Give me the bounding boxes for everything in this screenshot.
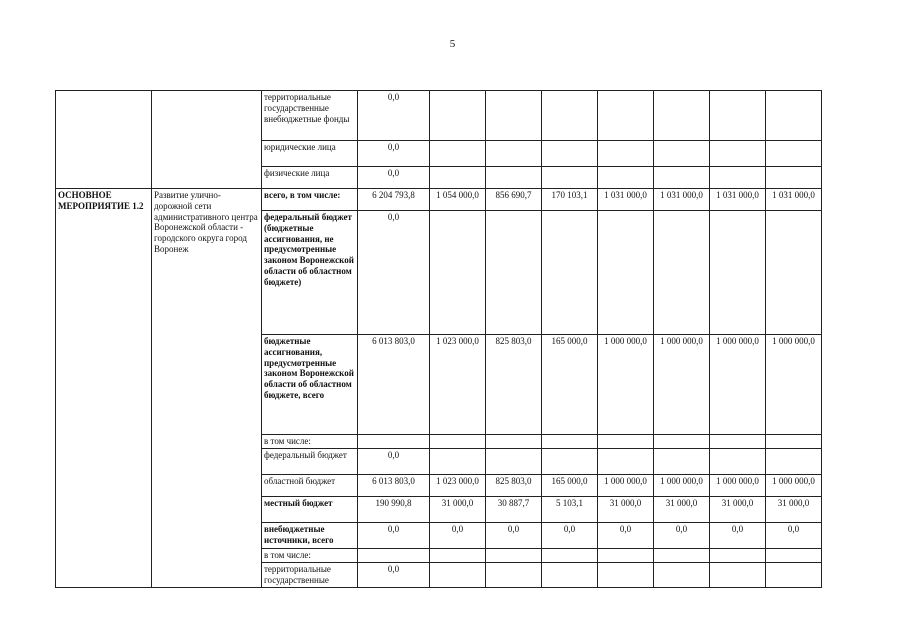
value-cell [598, 449, 654, 475]
value-cell [766, 435, 822, 449]
row-label: в том числе: [262, 549, 358, 563]
value-cell [430, 563, 486, 588]
value-cell: 825 803,0 [486, 335, 542, 435]
value-cell: 1 031 000,0 [766, 189, 822, 211]
measure-description: Развитие улично-дорожной сети административного центра Воронежской области - городского округа город Воронеж [152, 189, 262, 588]
value-cell: 6 013 803,0 [358, 475, 430, 497]
row-label: областной бюджет [262, 475, 358, 497]
value-cell [654, 449, 710, 475]
value-cell: 0,0 [598, 523, 654, 549]
value-cell: 1 023 000,0 [430, 475, 486, 497]
value-cell: 0,0 [358, 563, 430, 588]
value-cell: 0,0 [358, 91, 430, 141]
value-cell: 6 204 793,8 [358, 189, 430, 211]
value-cell [486, 449, 542, 475]
value-cell [766, 167, 822, 189]
value-cell [486, 141, 542, 167]
row-label: территориальные государственные внебюджетные фонды [262, 91, 358, 141]
value-cell: 1 000 000,0 [654, 335, 710, 435]
value-cell [486, 167, 542, 189]
value-cell: 31 000,0 [766, 497, 822, 523]
table-row [56, 189, 822, 211]
value-cell [486, 211, 542, 335]
value-cell [710, 91, 766, 141]
value-cell [766, 211, 822, 335]
value-cell: 0,0 [542, 523, 598, 549]
value-cell [430, 449, 486, 475]
value-cell: 5 103,1 [542, 497, 598, 523]
value-cell [430, 167, 486, 189]
value-cell: 0,0 [358, 141, 430, 167]
value-cell [654, 211, 710, 335]
value-cell [710, 563, 766, 588]
value-cell: 1 000 000,0 [654, 475, 710, 497]
value-cell [542, 449, 598, 475]
value-cell [766, 449, 822, 475]
value-cell [486, 435, 542, 449]
value-cell: 0,0 [654, 523, 710, 549]
row-label: бюджетные ассигнования, предусмотренные законом Воронежской области об областном бюджете, всего [262, 335, 358, 435]
value-cell [542, 141, 598, 167]
value-cell: 31 000,0 [598, 497, 654, 523]
value-cell: 0,0 [710, 523, 766, 549]
value-cell [766, 563, 822, 588]
budget-table [55, 90, 822, 588]
value-cell: 0,0 [430, 523, 486, 549]
row-label: территориальные государственные [262, 563, 358, 588]
value-cell [542, 167, 598, 189]
value-cell [598, 563, 654, 588]
value-cell: 0,0 [358, 449, 430, 475]
row-label: федеральный бюджет [262, 449, 358, 475]
value-cell: 1 000 000,0 [598, 335, 654, 435]
budget-table-body [56, 91, 822, 588]
value-cell: 31 000,0 [654, 497, 710, 523]
value-cell [542, 563, 598, 588]
value-cell [766, 91, 822, 141]
page-number: 5 [449, 38, 456, 50]
row-label: физические лица [262, 167, 358, 189]
value-cell [542, 549, 598, 563]
value-cell: 30 887,7 [486, 497, 542, 523]
value-cell [598, 91, 654, 141]
value-cell: 1 000 000,0 [710, 335, 766, 435]
value-cell [598, 549, 654, 563]
value-cell [710, 167, 766, 189]
value-cell [430, 435, 486, 449]
value-cell: 0,0 [358, 211, 430, 335]
table-row [56, 91, 822, 141]
row-label: юридические лица [262, 141, 358, 167]
description-cell-empty [152, 91, 262, 189]
value-cell [358, 435, 430, 449]
measure-title: ОСНОВНОЕ МЕРОПРИЯТИЕ 1.2 [56, 189, 152, 588]
row-label: в том числе: [262, 435, 358, 449]
value-cell [542, 435, 598, 449]
value-cell [654, 435, 710, 449]
value-cell: 0,0 [766, 523, 822, 549]
value-cell [654, 563, 710, 588]
value-cell: 170 103,1 [542, 189, 598, 211]
value-cell: 165 000,0 [542, 335, 598, 435]
value-cell [654, 91, 710, 141]
value-cell [766, 141, 822, 167]
value-cell: 31 000,0 [710, 497, 766, 523]
row-label: местный бюджет [262, 497, 358, 523]
value-cell: 31 000,0 [430, 497, 486, 523]
value-cell [598, 167, 654, 189]
value-cell [710, 211, 766, 335]
value-cell: 190 990,8 [358, 497, 430, 523]
value-cell [486, 91, 542, 141]
value-cell [710, 141, 766, 167]
measure-cell-empty [56, 91, 152, 189]
value-cell [766, 549, 822, 563]
value-cell: 6 013 803,0 [358, 335, 430, 435]
value-cell: 856 690,7 [486, 189, 542, 211]
value-cell: 1 054 000,0 [430, 189, 486, 211]
value-cell [654, 167, 710, 189]
value-cell [486, 563, 542, 588]
value-cell: 0,0 [358, 167, 430, 189]
value-cell [542, 211, 598, 335]
value-cell: 1 000 000,0 [766, 475, 822, 497]
value-cell: 0,0 [486, 523, 542, 549]
value-cell [654, 141, 710, 167]
value-cell: 1 000 000,0 [710, 475, 766, 497]
value-cell [358, 549, 430, 563]
value-cell: 1 031 000,0 [710, 189, 766, 211]
value-cell [542, 91, 598, 141]
value-cell: 165 000,0 [542, 475, 598, 497]
row-label: всего, в том числе: [262, 189, 358, 211]
value-cell: 825 803,0 [486, 475, 542, 497]
value-cell: 1 031 000,0 [654, 189, 710, 211]
value-cell [598, 141, 654, 167]
value-cell [598, 435, 654, 449]
value-cell [710, 449, 766, 475]
value-cell [430, 211, 486, 335]
value-cell [654, 549, 710, 563]
value-cell [710, 549, 766, 563]
row-label: федеральный бюджет (бюджетные ассигнования, не предусмотренные законом Воронежской области об областном бюджете) [262, 211, 358, 335]
value-cell [430, 549, 486, 563]
value-cell [430, 91, 486, 141]
value-cell [710, 435, 766, 449]
value-cell [598, 211, 654, 335]
value-cell: 1 000 000,0 [766, 335, 822, 435]
value-cell: 1 023 000,0 [430, 335, 486, 435]
value-cell: 1 031 000,0 [598, 189, 654, 211]
value-cell: 1 000 000,0 [598, 475, 654, 497]
value-cell: 0,0 [358, 523, 430, 549]
value-cell [486, 549, 542, 563]
row-label: внебюджетные источники, всего [262, 523, 358, 549]
value-cell [430, 141, 486, 167]
